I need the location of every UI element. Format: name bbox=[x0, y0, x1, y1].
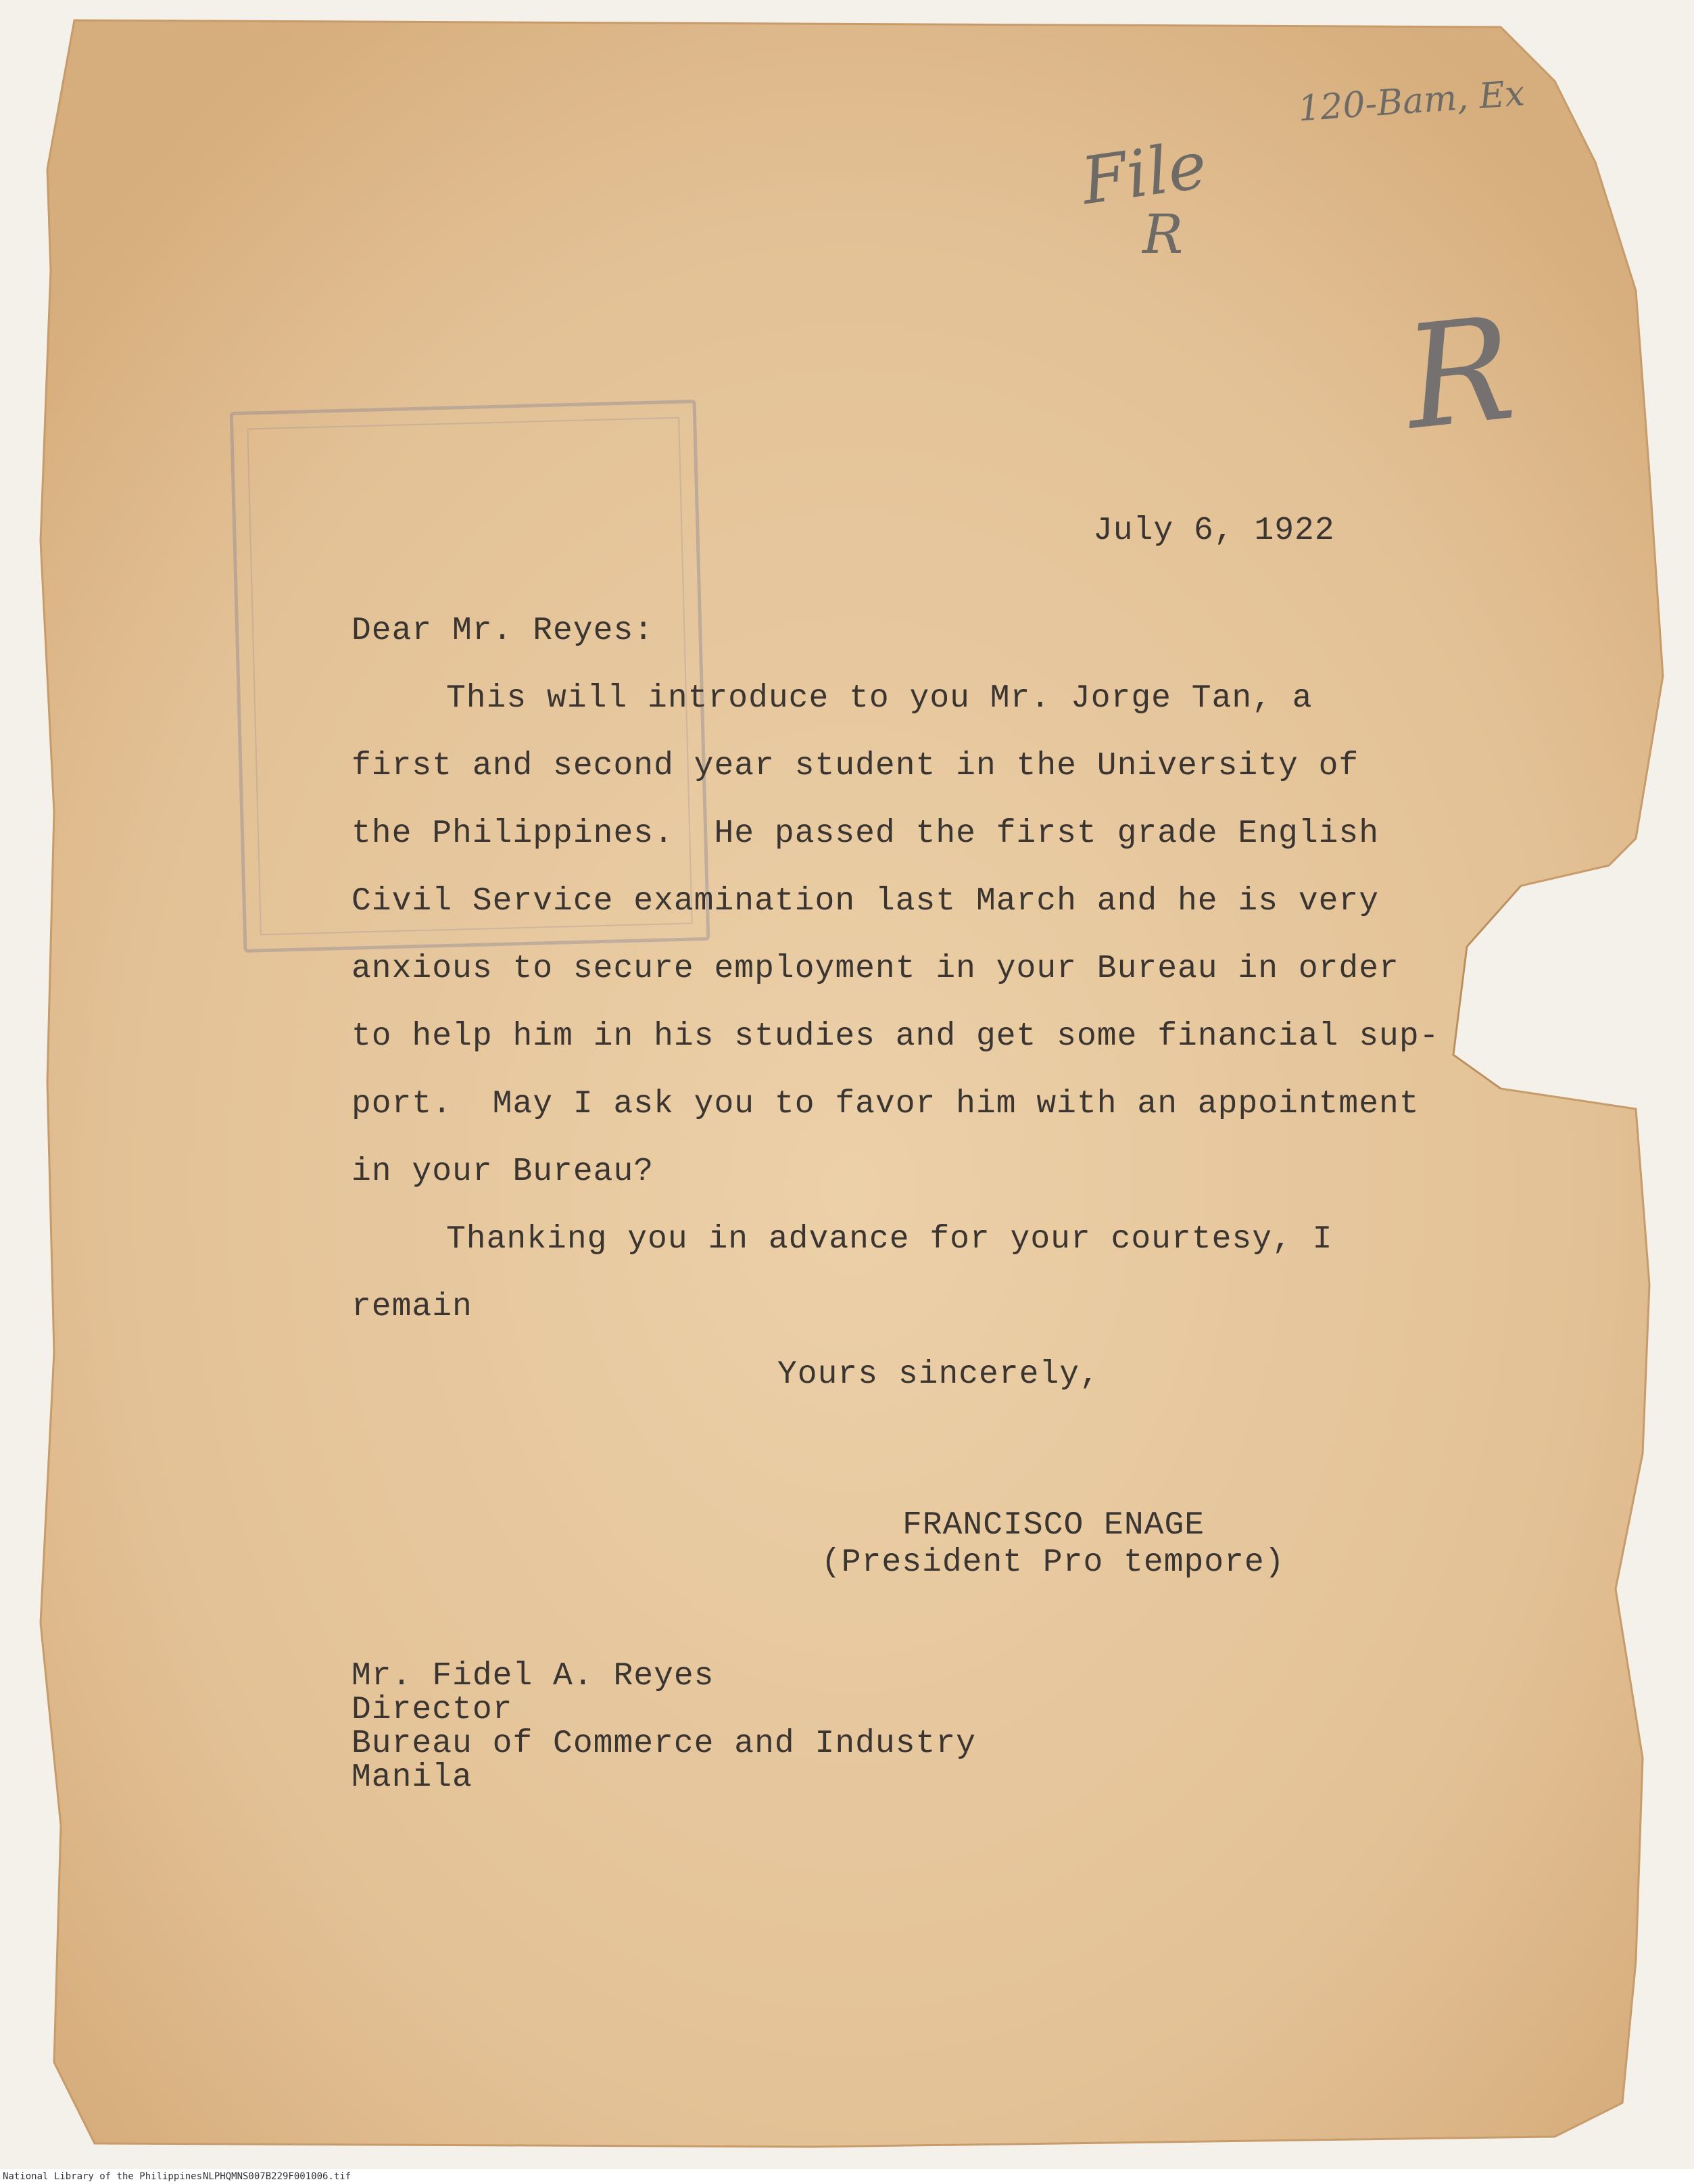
closing-line: Thanking you in advance for your courtesy, I bbox=[446, 1221, 1333, 1258]
signatory-title: (President Pro tempore) bbox=[821, 1544, 1285, 1581]
scan-footer bbox=[0, 2169, 1694, 2184]
footer-library: National Library of the Philippines bbox=[3, 2171, 203, 2182]
recipient-city: Manila bbox=[352, 1759, 473, 1796]
body-line: anxious to secure employment in your Bureau in order bbox=[352, 951, 1399, 987]
body-line: the Philippines. He passed the first grade English bbox=[352, 815, 1380, 852]
recipient-office: Bureau of Commerce and Industry bbox=[352, 1726, 976, 1762]
handwritten-file-note: File bbox=[1077, 126, 1211, 220]
footer-filename: NLPHQMNS007B229F001006.tif bbox=[203, 2171, 352, 2182]
recipient-position: Director bbox=[352, 1692, 513, 1728]
salutation: Dear Mr. Reyes: bbox=[352, 613, 654, 649]
signatory-name: FRANCISCO ENAGE bbox=[902, 1507, 1205, 1544]
recipient-name: Mr. Fidel A. Reyes bbox=[352, 1658, 715, 1694]
body-line: in your Bureau? bbox=[352, 1154, 654, 1190]
handwritten-large-mark: R bbox=[1397, 285, 1522, 462]
handwritten-note-top-right: 120-Bam, Ex bbox=[1297, 73, 1526, 130]
closing-line: remain bbox=[352, 1289, 473, 1325]
body-line: This will introduce to you Mr. Jorge Tan, a bbox=[446, 680, 1313, 717]
valediction: Yours sincerely, bbox=[777, 1356, 1100, 1393]
body-line: Civil Service examination last March and he is very bbox=[352, 883, 1380, 920]
body-line: first and second year student in the University of bbox=[352, 748, 1359, 784]
body-line: to help him in his studies and get some financial sup- bbox=[352, 1018, 1440, 1055]
handwritten-file-initial: R bbox=[1142, 203, 1184, 266]
body-line: port. May I ask you to favor him with an appointment bbox=[352, 1086, 1420, 1122]
letter-date: July 6, 1922 bbox=[1093, 513, 1335, 549]
